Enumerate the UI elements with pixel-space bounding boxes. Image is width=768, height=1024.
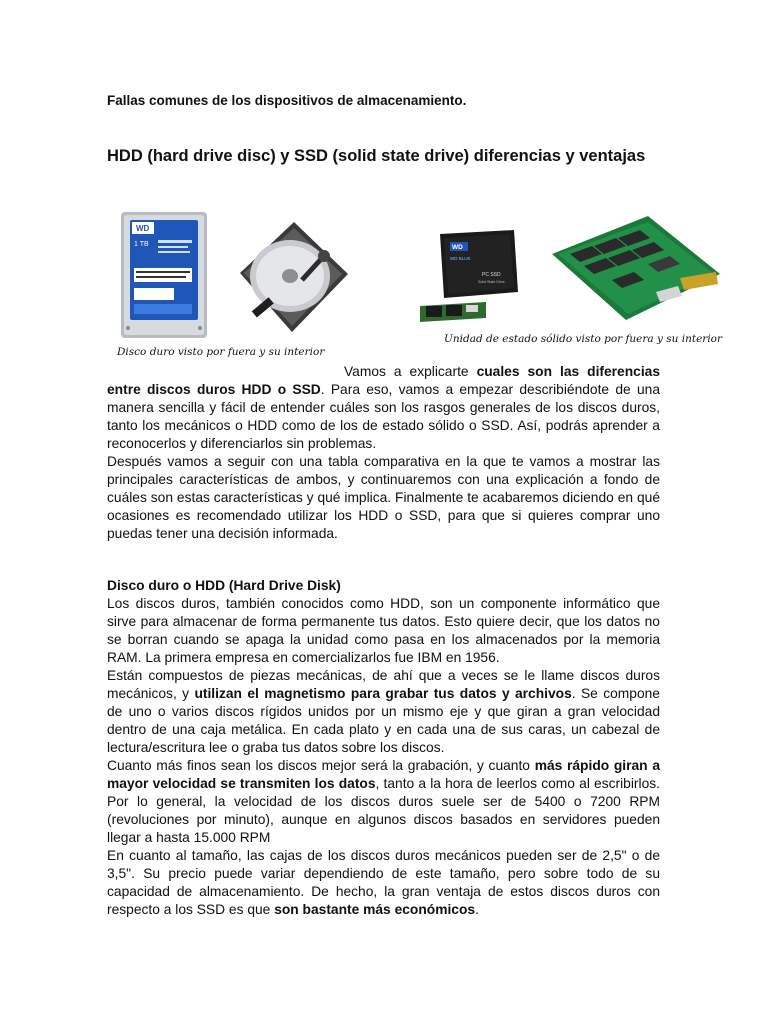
ssd-model-text: WD BLUE: [450, 256, 471, 261]
hdd-paragraph-4: [107, 847, 660, 919]
hdd-p2-bold: utilizan el magnetismo para grabar tus datos y archivos: [194, 686, 572, 701]
intro-paragraph-1: [107, 363, 660, 453]
intro-p1-bold: cuales son las diferencias entre discos duros HDD o SSD: [107, 364, 660, 397]
hdd-capacity-text: 1 TB: [134, 241, 149, 248]
ssd-sub-text: Solid State Drive: [478, 280, 505, 284]
ssd-exterior-image: [436, 228, 520, 300]
hdd-p4-start: En cuanto al tamaño, las cajas de los discos duros mecánicos pueden ser de 2,5" o de 3,5". Su precio puede variar dependiendo de este tamaño, pero sobre todo de su capacidad de almacenamiento. De hecho, la gran ventaja de estos discos duros con respecto a los SSD es que: [107, 848, 660, 917]
intro-paragraph-2: Después vamos a seguir con una tabla comparativa en la que te vamos a mostrar las principales características de ambos, y continuaremos con una explicación a fondo de cuáles son estas características y qué implica. Finalmente te acabaremos diciendo en qué ocasiones es recomendado utilizar los HDD o SSD, para que si quieres comprar uno puedas tener una decisión informada.: [107, 454, 660, 541]
document-title: Fallas comunes de los dispositivos de almacenamiento.: [107, 93, 467, 108]
section-heading: HDD (hard drive disc) y SSD (solid state drive) diferencias y ventajas: [107, 147, 646, 165]
hdd-p4-end: .: [475, 902, 479, 917]
hdd-brand-text: WD: [136, 224, 150, 233]
hdd-interior-image: [232, 218, 352, 336]
ssd-interior-image: [548, 214, 724, 324]
hdd-p4-bold: son bastante más económicos: [274, 902, 476, 917]
hdd-exterior-image: [118, 210, 210, 340]
hdd-p3-end: , tanto a la hora de leerlos como al escribirlos. Por lo general, la velocidad de los discos duros suele ser de 5400 o 7200 RPM (revoluciones por minuto), aunque en algunos discos basados en servidores pueden llegar a hasta 15.000 RPM: [107, 776, 660, 845]
ssd-m2-image: [418, 300, 488, 326]
hdd-paragraph-3: [107, 757, 660, 847]
hdd-p2-start: Están compuestos de piezas mecánicas, de ahí que a veces se le llame discos duros mecánicos, y: [107, 668, 660, 701]
ssd-caption: Unidad de estado sólido visto por fuera y su interior: [444, 333, 723, 345]
hdd-section-heading: Disco duro o HDD (Hard Drive Disk): [107, 578, 341, 593]
intro-text: [107, 363, 660, 543]
hdd-paragraph-1: Los discos duros, también conocidos como HDD, son un componente informático que sirve para almacenar de forma permanente tus datos. Esto quiere decir, que los datos no se borran cuando se apaga la unidad como pasa en los almacenados por la memoria RAM. La primera empresa en comercializarlos fue IBM en 1956.: [107, 596, 660, 665]
ssd-brand-text: WD: [452, 244, 463, 251]
hdd-section: [107, 577, 660, 919]
hdd-paragraph-2: [107, 667, 660, 757]
hdd-p3-bold: más rápido giran a mayor velocidad se transmiten los datos: [107, 758, 660, 791]
hdd-p2-end: . Se compone de uno o varios discos rígidos unidos por un mismo eje y que giran a gran velocidad dentro de una caja metálica. En cada plato y en cada una de sus caras, un cabezal de lectura/escritura lee o graba tus datos sobre los discos.: [107, 686, 660, 755]
hdd-caption: Disco duro visto por fuera y su interior: [117, 346, 325, 358]
intro-p1-start: Vamos a explicarte: [344, 364, 477, 379]
hdd-p3-start: Cuanto más finos sean los discos mejor será la grabación, y cuanto: [107, 758, 535, 773]
intro-p1-end: . Para eso, vamos a empezar describiéndote de una manera sencilla y fácil de entender cuáles son los rasgos generales de los discos duros, tanto los mecánicos o HDD como de los de estado sólido o SSD. Así, podrás aprender a reconocerlos y diferenciarlos sin problemas.: [107, 382, 660, 451]
ssd-type-text: PC SSD: [482, 272, 501, 278]
